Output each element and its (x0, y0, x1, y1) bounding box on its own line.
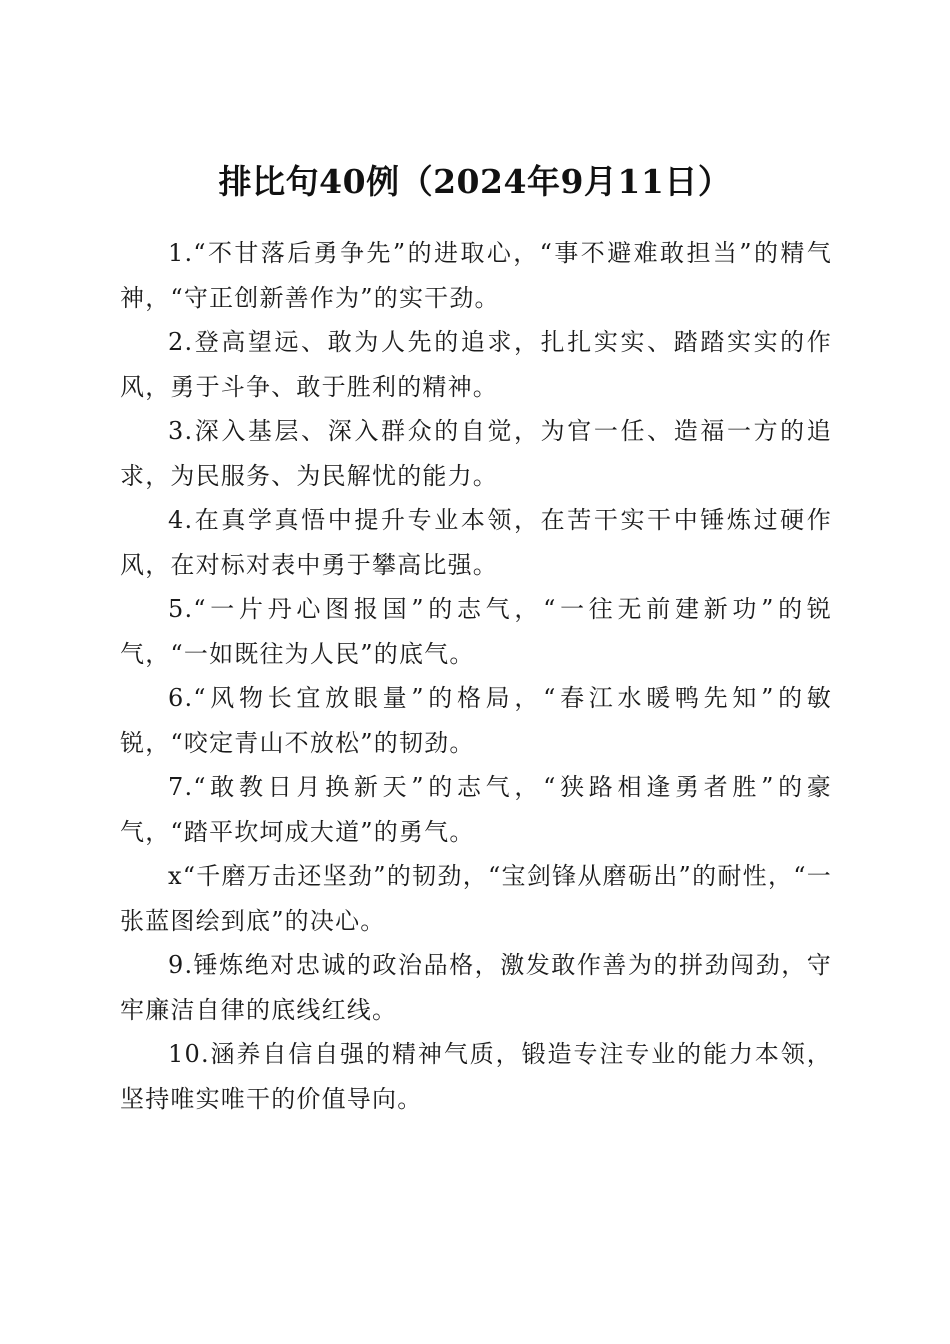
paragraph-6: 6.“风物长宜放眼量”的格局，“春江水暖鸭先知”的敏锐，“咬定青山不放松”的韧劲。 (120, 684, 832, 757)
paragraph-10: 10.涵养自信自强的精神气质，锻造专注专业的能力本领，坚持唯实唯干的价值导向。 (120, 1040, 832, 1113)
paragraph-9: 9.锤炼绝对忠诚的政治品格，激发敢作善为的拼劲闯劲，守牢廉洁自律的底线红线。 (120, 951, 832, 1024)
paragraph-2: 2.登高望远、敢为人先的追求，扎扎实实、踏踏实实的作风，勇于斗争、敢于胜利的精神。 (120, 328, 832, 401)
paragraph-7: 7.“敢教日月换新天”的志气，“狭路相逢勇者胜”的豪气，“踏平坎坷成大道”的勇气。 (120, 773, 832, 846)
page-title: 排比句40例（2024年9月11日） (218, 162, 732, 202)
paragraph-5: 5.“一片丹心图报国”的志气，“一往无前建新功”的锐气，“一如既往为人民”的底气。 (120, 595, 832, 668)
document-body (120, 231, 832, 1121)
paragraph-3: 3.深入基层、深入群众的自觉，为官一任、造福一方的追求，为民服务、为民解忧的能力。 (120, 417, 832, 490)
paragraph-4: 4.在真学真悟中提升专业本领，在苦干实干中锤炼过硬作风，在对标对表中勇于攀高比强。 (120, 506, 832, 579)
paragraph-1: 1.“不甘落后勇争先”的进取心，“事不避难敢担当”的精气神，“守正创新善作为”的实干劲。 (120, 239, 832, 312)
paragraph-8: x“千磨万击还坚劲”的韧劲，“宝剑锋从磨砺出”的耐性，“一张蓝图绘到底”的决心。 (120, 862, 832, 935)
